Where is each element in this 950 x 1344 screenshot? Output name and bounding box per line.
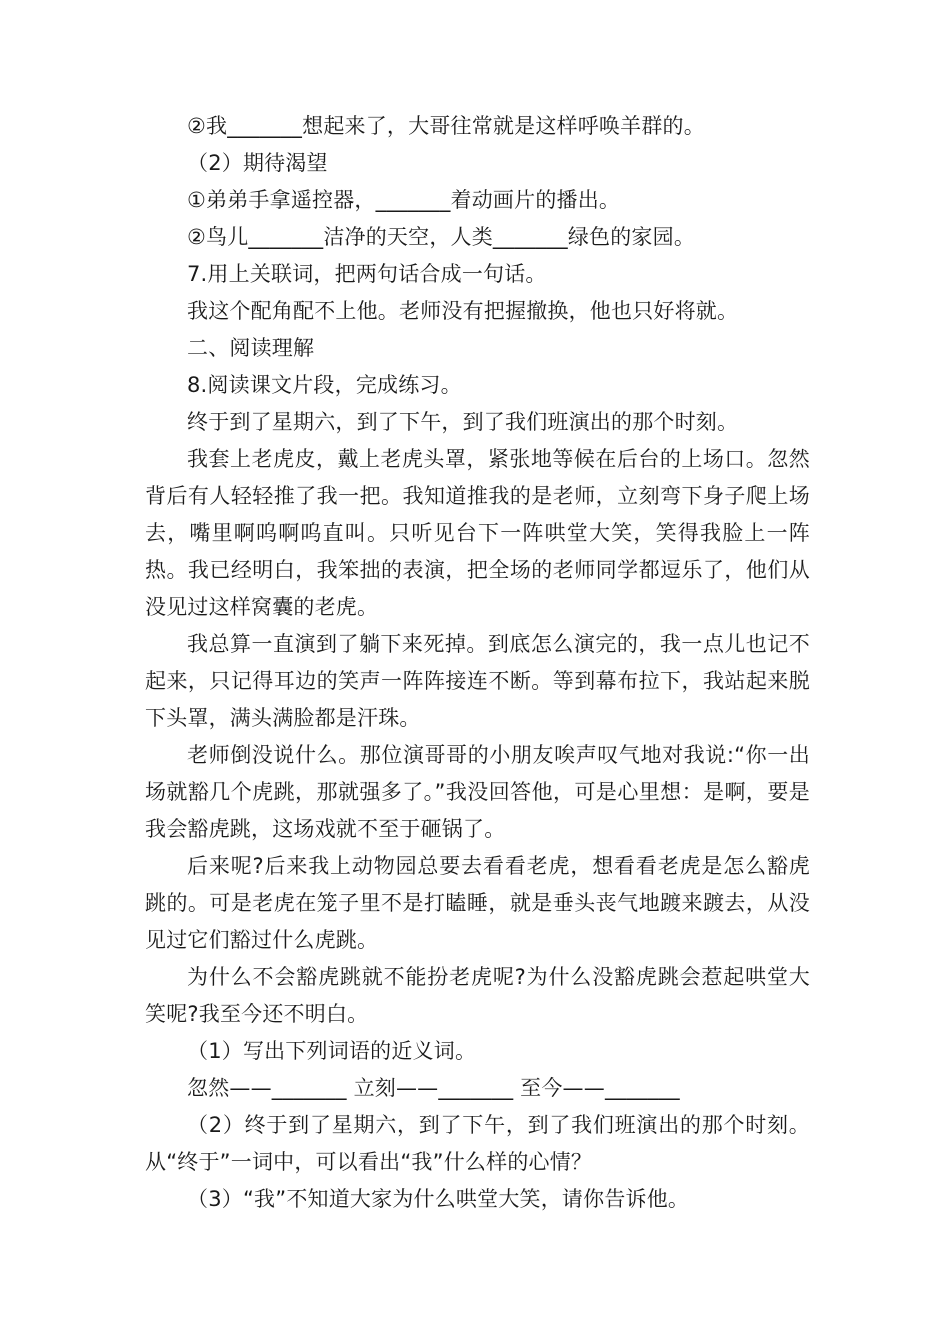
- exercise-line-6-1-2: ②我_______想起来了，大哥往常就是这样呼唤羊群的。: [187, 114, 705, 138]
- section-heading-reading: 二、阅读理解: [187, 336, 315, 360]
- passage-paragraph-1: 我套上老虎皮，戴上老虎头罩，紧张地等候在后台的上场口。忽然背后有人轻轻推了我一把。我知道推我的是老师，立刻弯下身子爬上场去，嘴里啊呜啊呜直叫。只听见台下一阵哄堂大笑，笑得我脸上一阵热。我已经明白，我笨拙的表演，把全场的老师同学都逗乐了，他们从没见过这样窝囊的老虎。: [145, 447, 810, 619]
- question-8-title: 8.阅读课文片段，完成练习。: [187, 373, 462, 397]
- exercise-line-6-2-2: ②鸟儿_______洁净的天空，人类_______绿色的家园。: [187, 225, 696, 249]
- passage-first-line: 终于到了星期六，到了下午，到了我们班演出的那个时刻。: [187, 410, 739, 434]
- question-8-2: （2）终于到了星期六，到了下午，到了我们班演出的那个时刻。从“终于”一词中，可以看出“我”什么样的心情？: [145, 1113, 810, 1174]
- passage-paragraph-3: 老师倒没说什么。那位演哥哥的小朋友唉声叹气地对我说:“你一出场就豁几个虎跳，那就强多了。”我没回答他，可是心里想：是啊，要是我会豁虎跳，这场戏就不至于砸锅了。: [145, 743, 810, 841]
- passage-paragraph-5: 为什么不会豁虎跳就不能扮老虎呢?为什么没豁虎跳会惹起哄堂大笑呢?我至今还不明白。: [145, 965, 810, 1026]
- question-7-title: 7.用上关联词，把两句话合成一句话。: [187, 262, 547, 286]
- passage-paragraph-4: 后来呢?后来我上动物园总要去看看老虎，想看看老虎是怎么豁虎跳的。可是老虎在笼子里不是打瞌睡，就是垂头丧气地踱来踱去，从没见过它们豁过什么虎跳。: [145, 854, 810, 952]
- passage-paragraph-2: 我总算一直演到了躺下来死掉。到底怎么演完的，我一点儿也记不起来，只记得耳边的笑声一阵阵接连不断。等到幕布拉下，我站起来脱下头罩，满头满脸都是汗珠。: [145, 632, 810, 730]
- exercise-heading-6-2: （2）期待渴望: [187, 151, 328, 175]
- question-7-sentence: 我这个配角配不上他。老师没有把握撤换，他也只好将就。: [187, 299, 739, 323]
- document-content: [145, 108, 810, 1218]
- question-8-1-blanks: 忽然——_______ 立刻——_______ 至今——_______: [187, 1076, 680, 1100]
- exercise-line-6-2-1: ①弟弟手拿遥控器，_______着动画片的播出。: [187, 188, 621, 212]
- question-8-1: （1）写出下列词语的近义词。: [187, 1039, 477, 1063]
- question-8-3: （3）“我”不知道大家为什么哄堂大笑，请你告诉他。: [187, 1187, 690, 1211]
